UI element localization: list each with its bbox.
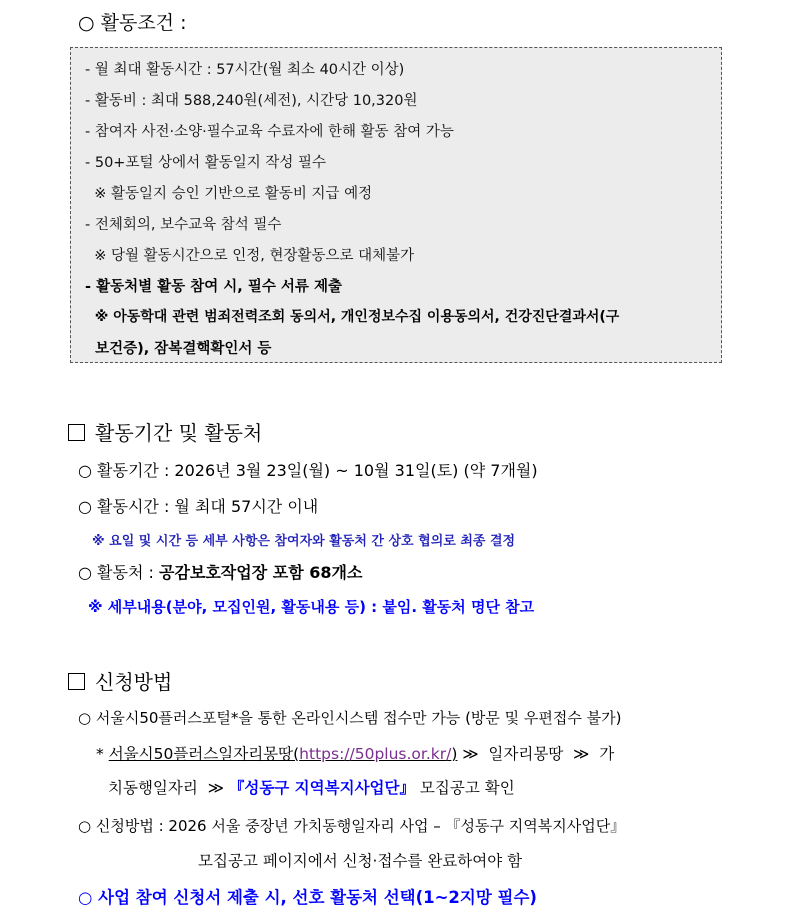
- condition-line: - 50+포털 상에서 활동일지 작성 필수: [85, 155, 326, 171]
- portal-url[interactable]: https://50plus.or.kr/: [299, 745, 452, 763]
- path-text: 치동행일자리 ≫: [108, 779, 229, 797]
- condition-line: - 참여자 사전·소양·필수교육 수료자에 한해 활동 참여 가능: [85, 124, 454, 140]
- condition-line: - 활동처별 활동 참여 시, 필수 서류 제출: [85, 279, 342, 295]
- conditions-box: [70, 47, 722, 363]
- condition-line: 보건증), 잠복결핵확인서 등: [85, 341, 272, 357]
- apply-line-portal: ○ 서울시50플러스포털*을 통한 온라인시스템 접수만 가능 (방문 및 우편접수 불가): [78, 709, 622, 727]
- apply-preference-line: ○ 사업 참여 신청서 제출 시, 선호 활동처 선택(1~2지망 필수): [78, 888, 537, 907]
- program-name: 『성동구 지역복지사업단』: [228, 779, 415, 797]
- checkbox-square-icon: [68, 673, 85, 690]
- footnote-star: *: [96, 745, 104, 763]
- apply-method-line: ○ 신청방법 : 2026 서울 중장년 가치동행일자리 사업 – 『성동구 지역복지사업단』: [78, 817, 626, 835]
- period-place-line: [78, 560, 362, 583]
- apply-heading: 신청방법: [95, 670, 173, 694]
- apply-line-path: [108, 776, 515, 798]
- period-heading: 활동기간 및 활동처: [95, 421, 263, 445]
- portal-link[interactable]: [109, 745, 458, 763]
- period-date-line: ○ 활동기간 : 2026년 3월 23일(월) ~ 10월 31일(토) (약 7개월): [78, 461, 538, 480]
- apply-line-link: [96, 742, 614, 764]
- conditions-heading: ○ 활동조건 :: [78, 12, 187, 34]
- checkbox-square-icon: [68, 424, 85, 441]
- apply-section-title: [68, 666, 172, 695]
- condition-line: ※ 당월 활동시간으로 인정, 현장활동으로 대체불가: [85, 248, 415, 264]
- place-label: ○ 활동처 :: [78, 563, 159, 582]
- period-section-title: [68, 417, 262, 446]
- notice-check-text: 모집공고 확인: [415, 779, 515, 797]
- condition-line: ※ 활동일지 승인 기반으로 활동비 지급 예정: [85, 186, 373, 202]
- portal-link-label: 서울시50플러스일자리몽땅(: [108, 745, 300, 763]
- portal-link-close: ): [451, 745, 458, 763]
- condition-line: - 전체회의, 보수교육 참석 필수: [85, 217, 282, 233]
- apply-method-line-cont: 모집공고 페이지에서 신청·접수를 완료하여야 함: [198, 852, 523, 870]
- period-note: ※ 요일 및 시간 등 세부 사항은 참여자와 활동처 간 상호 협의로 최종 결정: [92, 534, 516, 549]
- condition-line: - 활동비 : 최대 588,240원(세전), 시간당 10,320원: [85, 93, 418, 109]
- condition-line: ※ 아동학대 관련 범죄전력조회 동의서, 개인정보수집 이용동의서, 건강진단결과서(구: [85, 309, 620, 325]
- period-detail-note: ※ 세부내용(분야, 모집인원, 활동내용 등) : 붙임. 활동처 명단 참고: [88, 598, 535, 616]
- condition-line: - 월 최대 활동시간 : 57시간(월 최소 40시간 이상): [85, 62, 405, 78]
- menu-path: ≫ 일자리몽땅 ≫ 가: [457, 745, 615, 763]
- place-value: 공감보호작업장 포함 68개소: [158, 563, 363, 582]
- period-hours-line: ○ 활동시간 : 월 최대 57시간 이내: [78, 497, 319, 516]
